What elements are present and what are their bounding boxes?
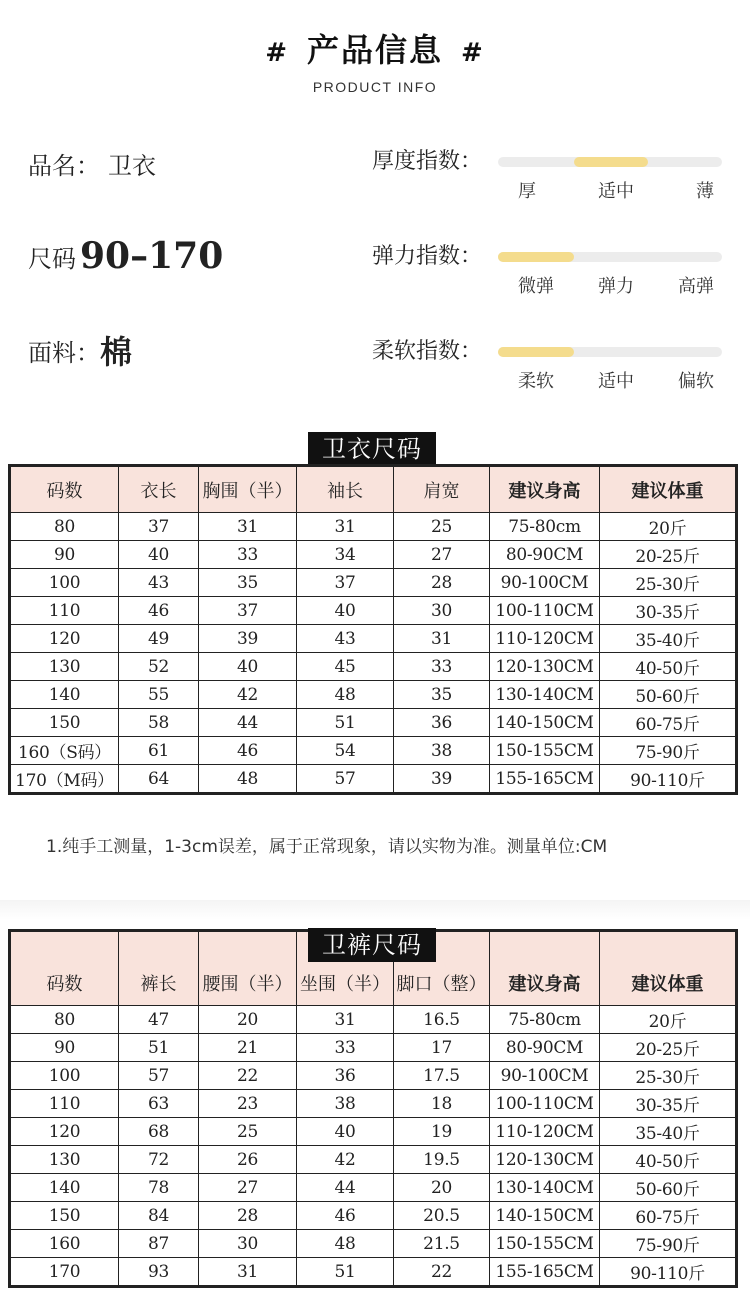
table-cell: 170（M码） — [11, 765, 119, 793]
table-row — [11, 1006, 736, 1034]
table-cell: 40-50斤 — [600, 1146, 736, 1174]
table-cell: 72 — [119, 1146, 199, 1174]
table-row — [11, 681, 736, 709]
table-row — [11, 1174, 736, 1202]
table-cell: 160（S码） — [11, 737, 119, 765]
elasticity-option: 弹力 — [598, 276, 634, 297]
table-cell: 120 — [11, 1118, 119, 1146]
table-cell: 31 — [199, 513, 297, 541]
table-header-cell: 胸围（半） — [199, 467, 297, 513]
table-cell: 30-35斤 — [600, 1090, 736, 1118]
table-row — [11, 1062, 736, 1090]
table-cell: 46 — [297, 1202, 394, 1230]
table-header-cell: 码数 — [11, 932, 119, 1006]
table-cell: 170 — [11, 1258, 119, 1286]
table-cell: 30 — [199, 1230, 297, 1258]
thickness-index — [372, 147, 732, 207]
table-cell: 38 — [297, 1090, 394, 1118]
table-cell: 50-60斤 — [600, 1174, 736, 1202]
table-cell: 90-110斤 — [600, 1258, 736, 1286]
table-header-cell: 肩宽 — [394, 467, 490, 513]
table-row — [11, 1034, 736, 1062]
table-cell: 39 — [199, 625, 297, 653]
table-cell: 35 — [394, 681, 490, 709]
table-cell: 27 — [394, 541, 490, 569]
table-cell: 25 — [394, 513, 490, 541]
table-cell: 90 — [11, 1034, 119, 1062]
thickness-index-track — [498, 157, 722, 167]
table-cell: 20.5 — [394, 1202, 490, 1230]
table-cell: 150 — [11, 1202, 119, 1230]
table-cell: 150 — [11, 709, 119, 737]
table-row — [11, 569, 736, 597]
table-cell: 39 — [394, 765, 490, 793]
table-cell: 20斤 — [600, 1006, 736, 1034]
table-cell: 44 — [199, 709, 297, 737]
section-divider — [0, 900, 750, 920]
table-cell: 130 — [11, 1146, 119, 1174]
table-cell: 87 — [119, 1230, 199, 1258]
thickness-index-fill — [574, 157, 648, 167]
table-header-cell: 衣长 — [119, 467, 199, 513]
table-cell: 120-130CM — [490, 653, 600, 681]
softness-index-track — [498, 347, 722, 357]
product-name-value: 卫衣 — [108, 151, 156, 180]
table-cell: 49 — [119, 625, 199, 653]
table-header-cell: 建议体重 — [600, 932, 736, 1006]
table-cell: 42 — [297, 1146, 394, 1174]
softness-option: 柔软 — [518, 371, 554, 392]
table-cell: 33 — [394, 653, 490, 681]
table-cell: 57 — [297, 765, 394, 793]
table-cell: 51 — [297, 709, 394, 737]
page-title — [0, 28, 750, 75]
table-cell: 140 — [11, 681, 119, 709]
table-cell: 100-110CM — [490, 597, 600, 625]
table-cell: 40 — [297, 597, 394, 625]
table-cell: 90 — [11, 541, 119, 569]
table-cell: 84 — [119, 1202, 199, 1230]
table-cell: 55 — [119, 681, 199, 709]
table-row — [11, 1202, 736, 1230]
top-size-table-body — [11, 513, 736, 793]
table-cell: 60-75斤 — [600, 1202, 736, 1230]
table-cell: 35-40斤 — [600, 625, 736, 653]
table-cell: 19 — [394, 1118, 490, 1146]
table-row — [11, 1090, 736, 1118]
softness-index-options — [498, 367, 722, 393]
table-row — [11, 737, 736, 765]
pants-size-table-title: 卫裤尺码 — [308, 928, 436, 962]
table-cell: 75-80cm — [490, 513, 600, 541]
thickness-option: 适中 — [598, 181, 634, 202]
table-row — [11, 513, 736, 541]
thickness-option: 薄 — [696, 181, 714, 202]
table-cell: 100 — [11, 569, 119, 597]
table-cell: 37 — [119, 513, 199, 541]
table-cell: 31 — [394, 625, 490, 653]
table-cell: 21 — [199, 1034, 297, 1062]
table-cell: 19.5 — [394, 1146, 490, 1174]
table-cell: 22 — [199, 1062, 297, 1090]
table-cell: 100-110CM — [490, 1090, 600, 1118]
table-cell: 100 — [11, 1062, 119, 1090]
table-cell: 160 — [11, 1230, 119, 1258]
table-cell: 51 — [119, 1034, 199, 1062]
table-cell: 20-25斤 — [600, 541, 736, 569]
table-cell: 90-100CM — [490, 1062, 600, 1090]
table-cell: 36 — [394, 709, 490, 737]
table-cell: 42 — [199, 681, 297, 709]
table-cell: 60-75斤 — [600, 709, 736, 737]
hash-left: # — [265, 38, 289, 68]
table-cell: 23 — [199, 1090, 297, 1118]
table-cell: 64 — [119, 765, 199, 793]
thickness-index-label: 厚度指数： — [372, 149, 483, 174]
thickness-index-options — [498, 177, 722, 203]
table-cell: 46 — [199, 737, 297, 765]
table-cell: 27 — [199, 1174, 297, 1202]
table-row — [11, 1230, 736, 1258]
elasticity-index — [372, 242, 732, 302]
table-cell: 31 — [199, 1258, 297, 1286]
table-cell: 34 — [297, 541, 394, 569]
table-cell: 40 — [119, 541, 199, 569]
page-title-text: 产品信息 — [306, 31, 443, 69]
softness-option: 适中 — [598, 371, 634, 392]
table-header-cell: 建议身高 — [490, 467, 600, 513]
table-cell: 37 — [297, 569, 394, 597]
table-cell: 40-50斤 — [600, 653, 736, 681]
table-header-cell: 建议身高 — [490, 932, 600, 1006]
table-row — [11, 653, 736, 681]
table-cell: 52 — [119, 653, 199, 681]
table-cell: 47 — [119, 1006, 199, 1034]
table-row — [11, 541, 736, 569]
table-cell: 75-90斤 — [600, 1230, 736, 1258]
table-cell: 31 — [297, 513, 394, 541]
table-cell: 80-90CM — [490, 1034, 600, 1062]
pants-size-table — [8, 929, 738, 1288]
elasticity-option: 高弹 — [678, 276, 714, 297]
product-fabric-row — [28, 320, 132, 380]
product-fabric-value: 棉 — [100, 333, 133, 371]
thickness-option: 厚 — [518, 181, 536, 202]
table-cell: 35-40斤 — [600, 1118, 736, 1146]
table-cell: 43 — [119, 569, 199, 597]
table-cell: 120 — [11, 625, 119, 653]
table-cell: 37 — [199, 597, 297, 625]
table-cell: 68 — [119, 1118, 199, 1146]
elasticity-index-label: 弹力指数： — [372, 244, 483, 269]
table-cell: 33 — [199, 541, 297, 569]
table-cell: 38 — [394, 737, 490, 765]
table-cell: 50-60斤 — [600, 681, 736, 709]
table-cell: 110 — [11, 597, 119, 625]
table-header-cell: 坐围（半） — [297, 932, 394, 1006]
table-cell: 75-90斤 — [600, 737, 736, 765]
table-row — [11, 597, 736, 625]
elasticity-index-options — [498, 272, 722, 298]
table-cell: 130-140CM — [490, 681, 600, 709]
table-cell: 51 — [297, 1258, 394, 1286]
product-size-label: 尺码 — [28, 244, 76, 273]
table-cell: 20 — [394, 1174, 490, 1202]
table-cell: 25-30斤 — [600, 569, 736, 597]
table-cell: 90-100CM — [490, 569, 600, 597]
table-cell: 130 — [11, 653, 119, 681]
table-cell: 16.5 — [394, 1006, 490, 1034]
table-cell: 22 — [394, 1258, 490, 1286]
product-size-value: 90–170 — [80, 235, 224, 277]
table-cell: 155-165CM — [490, 765, 600, 793]
table-cell: 93 — [119, 1258, 199, 1286]
table-cell: 40 — [199, 653, 297, 681]
table-cell: 155-165CM — [490, 1258, 600, 1286]
measurement-note: 1.纯手工测量，1-3cm误差，属于正常现象，请以实物为准。测量单位:CM — [46, 837, 608, 857]
table-cell: 80 — [11, 1006, 119, 1034]
table-cell: 17.5 — [394, 1062, 490, 1090]
product-fabric-label: 面料： — [28, 338, 100, 367]
table-cell: 20斤 — [600, 513, 736, 541]
table-cell: 140-150CM — [490, 709, 600, 737]
softness-index-label: 柔软指数： — [372, 339, 483, 364]
table-header-cell: 脚口（整） — [394, 932, 490, 1006]
table-header-cell: 建议体重 — [600, 467, 736, 513]
table-cell: 20-25斤 — [600, 1034, 736, 1062]
table-cell: 48 — [297, 1230, 394, 1258]
table-cell: 45 — [297, 653, 394, 681]
pants-size-table-body — [11, 1006, 736, 1286]
table-row — [11, 765, 736, 793]
table-cell: 80-90CM — [490, 541, 600, 569]
table-cell: 110-120CM — [490, 625, 600, 653]
table-cell: 26 — [199, 1146, 297, 1174]
table-cell: 63 — [119, 1090, 199, 1118]
page-header — [0, 28, 750, 95]
softness-index-fill — [498, 347, 574, 357]
table-cell: 90-110斤 — [600, 765, 736, 793]
table-cell: 44 — [297, 1174, 394, 1202]
softness-index — [372, 337, 732, 397]
table-cell: 46 — [119, 597, 199, 625]
table-cell: 20 — [199, 1006, 297, 1034]
table-cell: 48 — [199, 765, 297, 793]
table-cell: 28 — [199, 1202, 297, 1230]
table-cell: 21.5 — [394, 1230, 490, 1258]
table-header-cell: 码数 — [11, 467, 119, 513]
table-cell: 140 — [11, 1174, 119, 1202]
table-cell: 18 — [394, 1090, 490, 1118]
table-cell: 110-120CM — [490, 1118, 600, 1146]
table-cell: 48 — [297, 681, 394, 709]
table-header-cell: 袖长 — [297, 467, 394, 513]
table-cell: 78 — [119, 1174, 199, 1202]
table-cell: 30-35斤 — [600, 597, 736, 625]
table-cell: 17 — [394, 1034, 490, 1062]
table-cell: 25-30斤 — [600, 1062, 736, 1090]
product-size-row — [28, 226, 223, 286]
hash-right: # — [461, 38, 485, 68]
table-cell: 36 — [297, 1062, 394, 1090]
table-cell: 75-80cm — [490, 1006, 600, 1034]
table-cell: 120-130CM — [490, 1146, 600, 1174]
table-header-row — [11, 467, 736, 513]
table-cell: 58 — [119, 709, 199, 737]
page-subtitle: PRODUCT INFO — [312, 79, 438, 95]
elasticity-index-fill — [498, 252, 574, 262]
table-row — [11, 1146, 736, 1174]
top-size-table — [8, 464, 738, 795]
table-cell: 130-140CM — [490, 1174, 600, 1202]
table-cell: 61 — [119, 737, 199, 765]
table-header-cell: 裤长 — [119, 932, 199, 1006]
table-row — [11, 709, 736, 737]
table-cell: 140-150CM — [490, 1202, 600, 1230]
table-row — [11, 1118, 736, 1146]
table-cell: 28 — [394, 569, 490, 597]
table-row — [11, 625, 736, 653]
table-cell: 110 — [11, 1090, 119, 1118]
table-row — [11, 1258, 736, 1286]
table-cell: 31 — [297, 1006, 394, 1034]
table-cell: 30 — [394, 597, 490, 625]
table-cell: 150-155CM — [490, 737, 600, 765]
table-cell: 54 — [297, 737, 394, 765]
table-cell: 80 — [11, 513, 119, 541]
softness-option: 偏软 — [678, 371, 714, 392]
table-cell: 57 — [119, 1062, 199, 1090]
table-cell: 150-155CM — [490, 1230, 600, 1258]
elasticity-option: 微弹 — [518, 276, 554, 297]
table-cell: 40 — [297, 1118, 394, 1146]
table-header-cell: 腰围（半） — [199, 932, 297, 1006]
product-name-label: 品名： — [28, 151, 100, 180]
product-name-row — [28, 133, 156, 193]
table-cell: 35 — [199, 569, 297, 597]
table-cell: 43 — [297, 625, 394, 653]
table-cell: 33 — [297, 1034, 394, 1062]
elasticity-index-track — [498, 252, 722, 262]
table-cell: 25 — [199, 1118, 297, 1146]
top-size-table-title: 卫衣尺码 — [308, 432, 436, 466]
